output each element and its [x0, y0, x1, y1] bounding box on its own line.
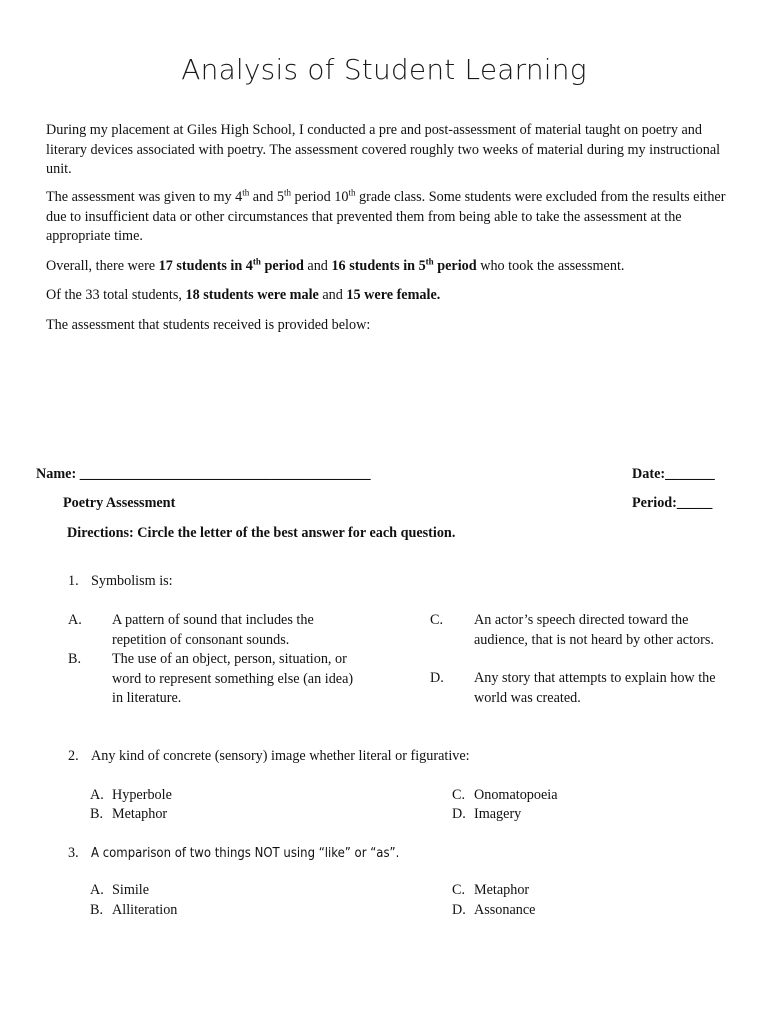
answer-option: B. Alliteration: [90, 902, 178, 918]
answer-option: B. The use of an object, person, situation, or word to represent something else (an idea) in literature.: [68, 651, 354, 706]
answer-option: D. Imagery: [452, 806, 522, 822]
answer-option: A. A pattern of sound that includes the repetition of consonant sounds.: [68, 612, 314, 648]
question-number: 1.: [68, 573, 79, 589]
answer-option: A. Simile: [90, 882, 150, 898]
date-field-label: Date:_______: [632, 466, 715, 482]
name-field-label: Name: _________________________________________: [36, 466, 371, 482]
intro-paragraph-1: During my placement at Giles High School, I conducted a pre and post-assessment of material taught on poetry and literary devices associated with poetry. The assessment covered roughly two weeks of material during my instructional unit.: [46, 122, 721, 177]
answer-option: B. Metaphor: [90, 806, 168, 822]
question-number: 3.: [68, 845, 79, 861]
answer-option: D. Any story that attempts to explain how the world was created.: [430, 670, 716, 706]
answer-option: A. Hyperbole: [90, 787, 172, 803]
page-title: Analysis of Student Learning: [181, 53, 587, 86]
directions: Directions: Circle the letter of the best answer for each question.: [67, 525, 456, 541]
answer-option: C. Metaphor: [452, 882, 530, 898]
intro-paragraph-3: Overall, there were 17 students in 4th period and 16 students in 5th period who took the assessment.: [46, 256, 625, 274]
answer-option: D. Assonance: [452, 902, 536, 918]
intro-paragraph-5: The assessment that students received is provided below:: [46, 317, 371, 333]
period-field-label: Period:_____: [632, 495, 713, 511]
answer-option: C. An actor’s speech directed toward the audience, that is not heard by other actors.: [430, 612, 714, 648]
answer-option: C. Onomatopoeia: [452, 787, 558, 803]
question-text: A comparison of two things NOT using “like” or “as”.: [91, 846, 400, 861]
intro-paragraph-2: The assessment was given to my 4th and 5th period 10th grade class. Some students were excluded from the results either due to insufficient data or other circumstances that prevented them from being able to take the assessment at the appropriate time.: [46, 187, 726, 244]
assessment-heading: Poetry Assessment: [63, 495, 176, 511]
question-text: Symbolism is:: [91, 573, 173, 589]
intro-paragraph-4: Of the 33 total students, 18 students were male and 15 were female.: [46, 287, 441, 303]
question-number: 2.: [68, 748, 79, 764]
question-text: Any kind of concrete (sensory) image whether literal or figurative:: [91, 748, 470, 764]
